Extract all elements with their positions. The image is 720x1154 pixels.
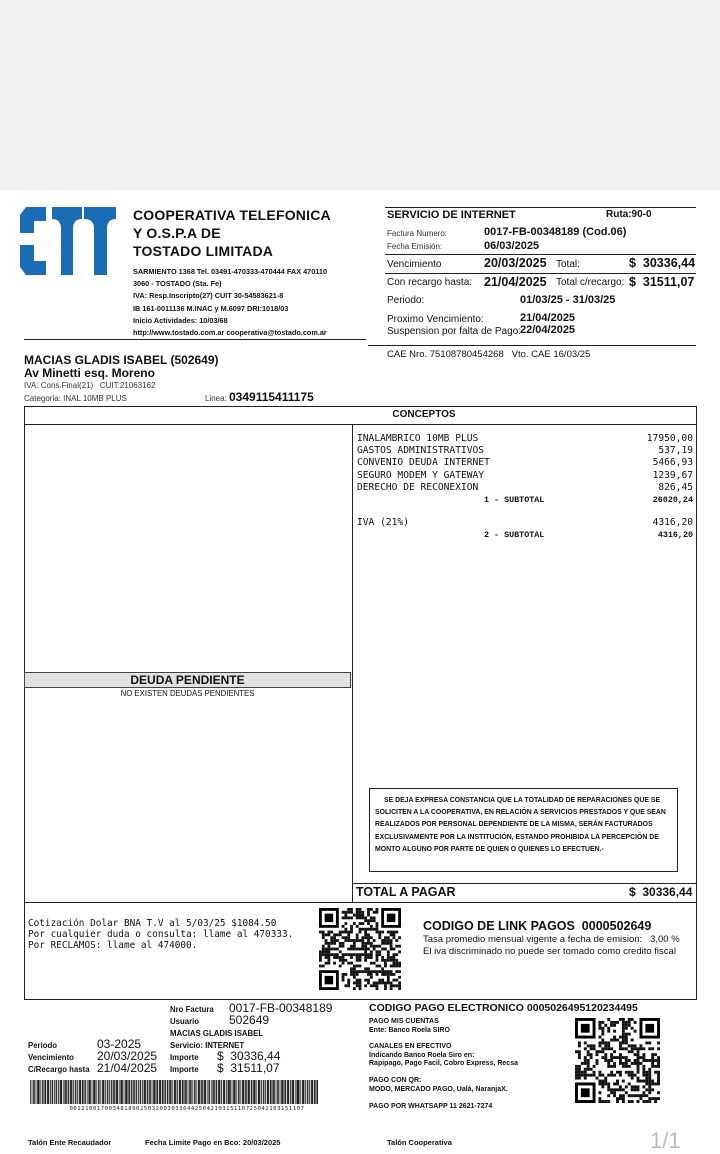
total-amount: $ 30336,44 — [629, 256, 696, 270]
debt-header: DEUDA PENDIENTE — [24, 672, 351, 688]
due-date: 20/03/2025 — [484, 256, 547, 270]
stub-surcharge-date: 21/04/2025 — [97, 1061, 158, 1075]
company-city: 3060 - TOSTADO (Sta. Fe) — [133, 279, 222, 289]
subtotal-value: 26020,24 — [652, 495, 693, 506]
next-due-label: Proximo Vencimiento: — [387, 314, 484, 325]
stub-period-label: Periodo — [28, 1041, 58, 1050]
footer-middle: Fecha Limite Pago en Bco: 20/03/2025 — [145, 1138, 281, 1147]
qr-payment-title: PAGO CON QR: — [369, 1077, 422, 1084]
customer-category: Categoria: INAL 10MB PLUS — [24, 394, 127, 403]
stub-period: 03-2025 — [97, 1037, 142, 1051]
footer-left: Talón Ente Recaudador — [28, 1138, 112, 1147]
concept-row — [357, 517, 693, 529]
customer-name: MACIAS GLADIS ISABEL (502649) — [24, 353, 219, 367]
divider — [352, 883, 697, 884]
cash-sub: Rapipago, Pago Facil, Cobro Express, Recsa — [369, 1060, 518, 1067]
pmc-sub: Ente: Banco Roela SIRO — [369, 1026, 450, 1034]
stub-user-number: 502649 — [229, 1013, 270, 1027]
stub-amount: $ 30336,44 — [217, 1049, 281, 1063]
concept-row — [357, 482, 693, 494]
cae-info: CAE Nro. 75108780454268 Vto. CAE 16/03/25 — [387, 349, 591, 360]
concept-amount: 5466,93 — [652, 457, 693, 469]
divider — [24, 424, 697, 425]
next-due-date: 21/04/2025 — [520, 312, 576, 324]
concept-label: SEGURO MODEM Y GATEWAY — [357, 469, 485, 481]
stub-service: Servicio: INTERNET — [170, 1041, 245, 1050]
iva-note: El iva discriminado no puede ser tomado como credito fiscal — [423, 946, 676, 957]
suspension-label: Suspension por falta de Pago: — [387, 326, 521, 337]
surcharge-date: 21/04/2025 — [484, 275, 547, 289]
qr-payment — [369, 1077, 508, 1094]
company-name — [133, 206, 331, 260]
subtotal-row — [357, 529, 693, 541]
cash-sub: Indicando Banco Roela Siro en: — [369, 1051, 475, 1059]
qr-code-payment — [575, 1018, 660, 1103]
company-name-line: COOPERATIVA TELEFONICA — [133, 207, 331, 223]
viewer-top-area — [0, 0, 720, 190]
divider — [368, 345, 696, 346]
total-to-pay-label: TOTAL A PAGAR — [356, 885, 456, 899]
message-line: Cotización Dolar BNA T.V al 5/03/25 $1084.50 — [28, 918, 277, 929]
debt-text: NO EXISTEN DEUDAS PENDIENTES — [120, 689, 255, 698]
company-name-line: Y O.S.P.A DE — [133, 225, 221, 241]
pmc-title: PAGO MIS CUENTAS — [369, 1018, 439, 1025]
period-value: 01/03/25 - 31/03/25 — [520, 294, 616, 306]
electronic-payment-code: CODIGO PAGO ELECTRONICO 0005026495120234495 — [369, 1002, 638, 1014]
concepts-list — [357, 433, 693, 542]
stub-amount-label: Importe — [170, 1053, 199, 1062]
rate-info: Tasa promedio mensual vigente a fecha de emision: 3,00 % — [423, 934, 680, 945]
total-to-pay-amount: $ 30336,44 — [629, 885, 693, 899]
divider — [24, 339, 366, 340]
total-label: Total: — [556, 259, 580, 270]
footer-right: Talón Cooperativa — [387, 1138, 452, 1147]
subtotal-row — [357, 494, 693, 506]
concept-label: CONVENIO DEUDA INTERNET — [357, 457, 490, 469]
concept-label: INALAMBRICO 10MB PLUS — [357, 433, 479, 444]
due-label: Vencimiento — [387, 259, 442, 270]
concept-label: DERECHO DE RECONEXION — [357, 481, 479, 493]
pago-mis-cuentas — [369, 1018, 450, 1035]
stub-user-label: Usuario — [170, 1017, 200, 1026]
concept-amount: 17950,00 — [646, 433, 693, 444]
subtotal-label: 2 - SUBTOTAL — [484, 530, 545, 541]
stub-invoice-number: 0017-FB-00348189 — [229, 1001, 333, 1015]
customer-iva: IVA: Cons.Final(21) CUIT:21063162 — [24, 381, 156, 390]
invoice-number-label: Factura Numero: — [387, 229, 448, 238]
concept-amount: 826,45 — [658, 481, 693, 493]
message-line: Por RECLAMOS: llame al 474000. — [28, 940, 198, 951]
stub-surcharge-label: C/Recargo hasta — [28, 1065, 90, 1074]
concept-amount: 537,19 — [658, 445, 693, 457]
stub-customer-name: MACIAS GLADIS ISABEL — [170, 1029, 264, 1038]
invoice-number: 0017-FB-00348189 (Cod.06) — [484, 226, 627, 238]
company-address: SARMIENTO 1368 Tel. 03491-470333-470444 FAX 470110 — [133, 267, 328, 276]
divider — [385, 207, 696, 208]
issue-date: 06/03/2025 — [484, 240, 540, 252]
line-label: Linea: — [205, 394, 227, 403]
ctt-logo — [18, 207, 116, 275]
cash-channels — [369, 1043, 518, 1069]
concept-row — [357, 470, 693, 482]
message-line: Por cualquier duda o consulta: llame al 470333. — [28, 929, 294, 940]
concept-row — [357, 433, 693, 445]
concepts-header: CONCEPTOS — [392, 409, 456, 420]
cash-title: CANALES EN EFECTIVO — [369, 1043, 452, 1050]
total-surcharge-amount: $ 31511,07 — [629, 275, 695, 289]
concept-amount: 4316,20 — [652, 517, 693, 529]
barcode-digits: 001210017003481890250320030336442504210315110725042103151107 — [69, 1106, 305, 1112]
notice-text: SE DEJA EXPRESA CONSTANCIA QUE LA TOTALIDAD DE REPARACIONES QUE SE SOLICITEN A LA COOPERATIVA, EN RELACIÓN A SERVICIOS PRESTADOS Y QUE SEAN REALIZADOS POR PERSONAL DEPENDIENTE DE LA MISMA, SERÁN FACTURADOS EXCLUSIVAMENTE POR LA INSTITUCIÓN, ESTANDO PROHIBIDA LA PERCEPCIÓN DE MONTO ALGUNO POR PARTE DE QUIEN O QUIENES LO EFECTUEN.- — [375, 797, 666, 853]
issue-date-label: Fecha Emisión: — [387, 242, 443, 251]
service-title: SERVICIO DE INTERNET — [387, 209, 516, 221]
divider — [385, 254, 696, 255]
concept-amount: 1239,67 — [652, 469, 693, 481]
company-iva: IVA: Resp.Inscripto(27) CUIT 30-54583621-8 — [133, 291, 284, 301]
stub-invoice-label: Nro Factura — [170, 1005, 214, 1014]
stub-due-label: Vencimiento — [28, 1053, 74, 1062]
surcharge-label: Con recargo hasta: — [387, 277, 473, 288]
messages — [28, 918, 293, 951]
company-web-email: http://www.tostado.com.ar cooperativa@tostado.com.ar — [133, 328, 327, 338]
subtotal-value: 4316,20 — [657, 530, 693, 541]
page-indicator: 1/1 — [650, 1128, 681, 1153]
company-info — [133, 266, 327, 339]
link-pagos-code: CODIGO DE LINK PAGOS 0000502649 — [423, 919, 652, 933]
period-label: Periodo: — [387, 295, 425, 306]
line-number: 0349115411175 — [229, 390, 314, 404]
concept-label: GASTOS ADMINISTRATIVOS — [357, 445, 485, 457]
company-name-line: TOSTADO LIMITADA — [133, 243, 274, 259]
subtotal-label: 1 - SUBTOTAL — [484, 495, 545, 506]
column-divider — [352, 424, 353, 903]
route: Ruta:90-0 — [606, 209, 652, 220]
barcode — [28, 1080, 346, 1104]
stub-due-date: 20/03/2025 — [97, 1049, 158, 1063]
qr-code-link — [319, 908, 401, 990]
concept-row — [357, 457, 693, 469]
concept-label: IVA (21%) — [357, 517, 409, 529]
concept-row — [357, 445, 693, 457]
divider — [385, 273, 696, 274]
stub-amount2-label: Importe — [170, 1065, 199, 1074]
qr-payment-sub: MODO, MERCADO PAGO, Ualá, NaranjaX. — [369, 1085, 508, 1093]
company-start-date: Inicio Actividades: 10/03/68 — [133, 315, 228, 325]
customer-address: Av Minetti esq. Moreno — [24, 366, 155, 380]
company-ib: IB 161-0011136 M.INAC y M.6097 DRI:1018/03 — [133, 303, 289, 313]
suspension-date: 22/04/2025 — [520, 324, 576, 336]
total-surcharge-label: Total c/recargo: — [556, 277, 625, 288]
whatsapp-payment: PAGO POR WHATSAPP 11 2621-7274 — [369, 1103, 493, 1110]
stub-amount2: $ 31511,07 — [217, 1061, 280, 1075]
